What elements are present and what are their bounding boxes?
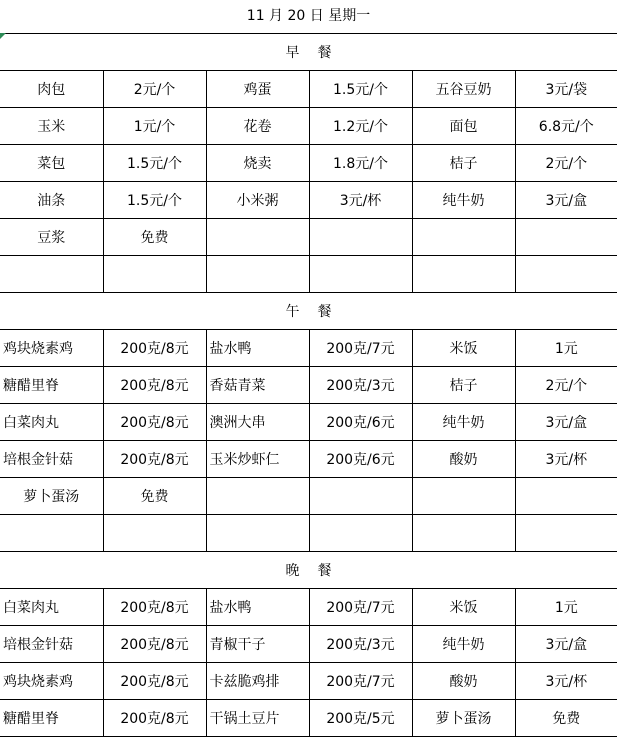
menu-cell-item-price xyxy=(309,256,412,293)
menu-cell-item-price: 3元/盒 xyxy=(515,182,617,219)
menu-cell-item-name: 糖醋里脊 xyxy=(0,367,103,404)
menu-cell-item-price xyxy=(515,478,617,515)
menu-cell-item-name: 面包 xyxy=(412,108,515,145)
menu-cell-item-name: 纯牛奶 xyxy=(412,626,515,663)
menu-cell-item-name: 玉米 xyxy=(0,108,103,145)
menu-cell-item-price xyxy=(515,256,617,293)
menu-cell-item-price: 200克/8元 xyxy=(103,663,206,700)
menu-cell-item-price: 2元/个 xyxy=(515,145,617,182)
menu-cell-item-price: 200克/5元 xyxy=(309,700,412,737)
menu-cell-item-name: 盐水鸭 xyxy=(206,589,309,626)
menu-cell-item-price: 免费 xyxy=(103,478,206,515)
menu-cell-item-price xyxy=(103,256,206,293)
menu-cell-item-name: 米饭 xyxy=(412,589,515,626)
menu-row xyxy=(0,478,617,515)
section-title xyxy=(0,552,617,589)
menu-cell-item-price: 200克/8元 xyxy=(103,700,206,737)
menu-cell-item-name: 豆浆 xyxy=(0,219,103,256)
menu-cell-item-price: 免费 xyxy=(515,700,617,737)
menu-cell-item-price: 200克/3元 xyxy=(309,626,412,663)
menu-cell-item-price xyxy=(515,219,617,256)
section-title xyxy=(0,34,617,71)
menu-cell-item-price: 1.8元/个 xyxy=(309,145,412,182)
menu-cell-item-name: 白菜肉丸 xyxy=(0,404,103,441)
menu-cell-item-price: 1元/个 xyxy=(103,108,206,145)
menu-cell-item-price: 1.5元/个 xyxy=(309,71,412,108)
menu-cell-item-name: 纯牛奶 xyxy=(412,182,515,219)
menu-cell-item-name: 菜包 xyxy=(0,145,103,182)
section-title-text: 早餐 xyxy=(285,45,350,61)
menu-cell-item-price: 1元 xyxy=(515,589,617,626)
section-title-text: 晚餐 xyxy=(285,563,350,579)
menu-cell-item-price: 200克/7元 xyxy=(309,663,412,700)
date-header: 11 月 20 日 星期一 xyxy=(246,8,371,24)
menu-cell-item-price: 200克/8元 xyxy=(103,441,206,478)
menu-cell-item-price xyxy=(103,515,206,552)
menu-cell-item-price: 6.8元/个 xyxy=(515,108,617,145)
menu-cell-item-name: 五谷豆奶 xyxy=(412,71,515,108)
menu-cell-item-price: 200克/8元 xyxy=(103,330,206,367)
menu-cell-item-price: 3元/杯 xyxy=(515,441,617,478)
menu-row xyxy=(0,330,617,367)
menu-cell-item-price: 200克/8元 xyxy=(103,589,206,626)
menu-cell-item-name xyxy=(206,256,309,293)
menu-cell-item-name: 桔子 xyxy=(412,145,515,182)
menu-cell-item-name: 米饭 xyxy=(412,330,515,367)
menu-cell-item-name: 青椒干子 xyxy=(206,626,309,663)
menu-cell-item-name: 酸奶 xyxy=(412,441,515,478)
menu-row xyxy=(0,404,617,441)
menu-cell-item-name xyxy=(412,256,515,293)
menu-cell-item-price: 3元/盒 xyxy=(515,404,617,441)
menu-row xyxy=(0,256,617,293)
cell-corner-marker xyxy=(0,33,6,39)
menu-cell-item-name xyxy=(412,219,515,256)
menu-cell-item-name: 桔子 xyxy=(412,367,515,404)
menu-cell-item-price: 200克/7元 xyxy=(309,330,412,367)
section-title-text: 午餐 xyxy=(285,304,350,320)
menu-row xyxy=(0,663,617,700)
menu-row xyxy=(0,626,617,663)
menu-cell-item-price: 2元/个 xyxy=(103,71,206,108)
menu-cell-item-price: 200克/6元 xyxy=(309,404,412,441)
menu-cell-item-name: 鸡块烧素鸡 xyxy=(0,330,103,367)
menu-cell-item-name xyxy=(0,515,103,552)
menu-table xyxy=(0,33,617,737)
menu-cell-item-name xyxy=(412,515,515,552)
menu-cell-item-price: 3元/杯 xyxy=(309,182,412,219)
menu-cell-item-price: 2元/个 xyxy=(515,367,617,404)
menu-cell-item-name: 油条 xyxy=(0,182,103,219)
menu-cell-item-price: 1.5元/个 xyxy=(103,145,206,182)
menu-row xyxy=(0,71,617,108)
menu-cell-item-price xyxy=(309,219,412,256)
menu-cell-item-name xyxy=(206,478,309,515)
menu-cell-item-price: 1.5元/个 xyxy=(103,182,206,219)
menu-cell-item-price: 免费 xyxy=(103,219,206,256)
menu-cell-item-name: 澳洲大串 xyxy=(206,404,309,441)
menu-row xyxy=(0,219,617,256)
menu-row xyxy=(0,589,617,626)
menu-cell-item-name: 白菜肉丸 xyxy=(0,589,103,626)
menu-cell-item-name: 干锅土豆片 xyxy=(206,700,309,737)
menu-row xyxy=(0,367,617,404)
menu-cell-item-name: 糖醋里脊 xyxy=(0,700,103,737)
menu-cell-item-name: 培根金针菇 xyxy=(0,626,103,663)
menu-cell-item-name: 卡兹脆鸡排 xyxy=(206,663,309,700)
menu-cell-item-price xyxy=(309,478,412,515)
section-title-row xyxy=(0,293,617,330)
menu-row xyxy=(0,182,617,219)
menu-cell-item-name: 纯牛奶 xyxy=(412,404,515,441)
menu-cell-item-price xyxy=(515,515,617,552)
menu-cell-item-price: 1元 xyxy=(515,330,617,367)
menu-cell-item-price xyxy=(309,515,412,552)
menu-cell-item-name: 培根金针菇 xyxy=(0,441,103,478)
menu-row xyxy=(0,515,617,552)
menu-cell-item-name xyxy=(412,478,515,515)
menu-cell-item-name: 小米粥 xyxy=(206,182,309,219)
menu-row xyxy=(0,700,617,737)
menu-row xyxy=(0,145,617,182)
menu-cell-item-price: 3元/袋 xyxy=(515,71,617,108)
menu-cell-item-name: 花卷 xyxy=(206,108,309,145)
menu-cell-item-name xyxy=(0,256,103,293)
menu-cell-item-price: 3元/盒 xyxy=(515,626,617,663)
menu-cell-item-name: 萝卜蛋汤 xyxy=(0,478,103,515)
menu-cell-item-price: 200克/8元 xyxy=(103,404,206,441)
menu-cell-item-price: 3元/杯 xyxy=(515,663,617,700)
menu-cell-item-name: 香菇青菜 xyxy=(206,367,309,404)
menu-cell-item-name: 酸奶 xyxy=(412,663,515,700)
menu-cell-item-name: 盐水鸭 xyxy=(206,330,309,367)
menu-cell-item-price: 1.2元/个 xyxy=(309,108,412,145)
menu-cell-item-name: 烧卖 xyxy=(206,145,309,182)
menu-cell-item-price: 200克/8元 xyxy=(103,626,206,663)
menu-cell-item-price: 200克/7元 xyxy=(309,589,412,626)
section-title xyxy=(0,293,617,330)
menu-cell-item-name xyxy=(206,515,309,552)
menu-row xyxy=(0,108,617,145)
menu-cell-item-name: 玉米炒虾仁 xyxy=(206,441,309,478)
menu-cell-item-name xyxy=(206,219,309,256)
section-title-row xyxy=(0,552,617,589)
menu-cell-item-name: 鸡块烧素鸡 xyxy=(0,663,103,700)
menu-cell-item-price: 200克/3元 xyxy=(309,367,412,404)
menu-cell-item-name: 鸡蛋 xyxy=(206,71,309,108)
menu-cell-item-price: 200克/6元 xyxy=(309,441,412,478)
menu-cell-item-name: 萝卜蛋汤 xyxy=(412,700,515,737)
menu-cell-item-price: 200克/8元 xyxy=(103,367,206,404)
section-title-row xyxy=(0,34,617,71)
menu-cell-item-name: 肉包 xyxy=(0,71,103,108)
menu-row xyxy=(0,441,617,478)
